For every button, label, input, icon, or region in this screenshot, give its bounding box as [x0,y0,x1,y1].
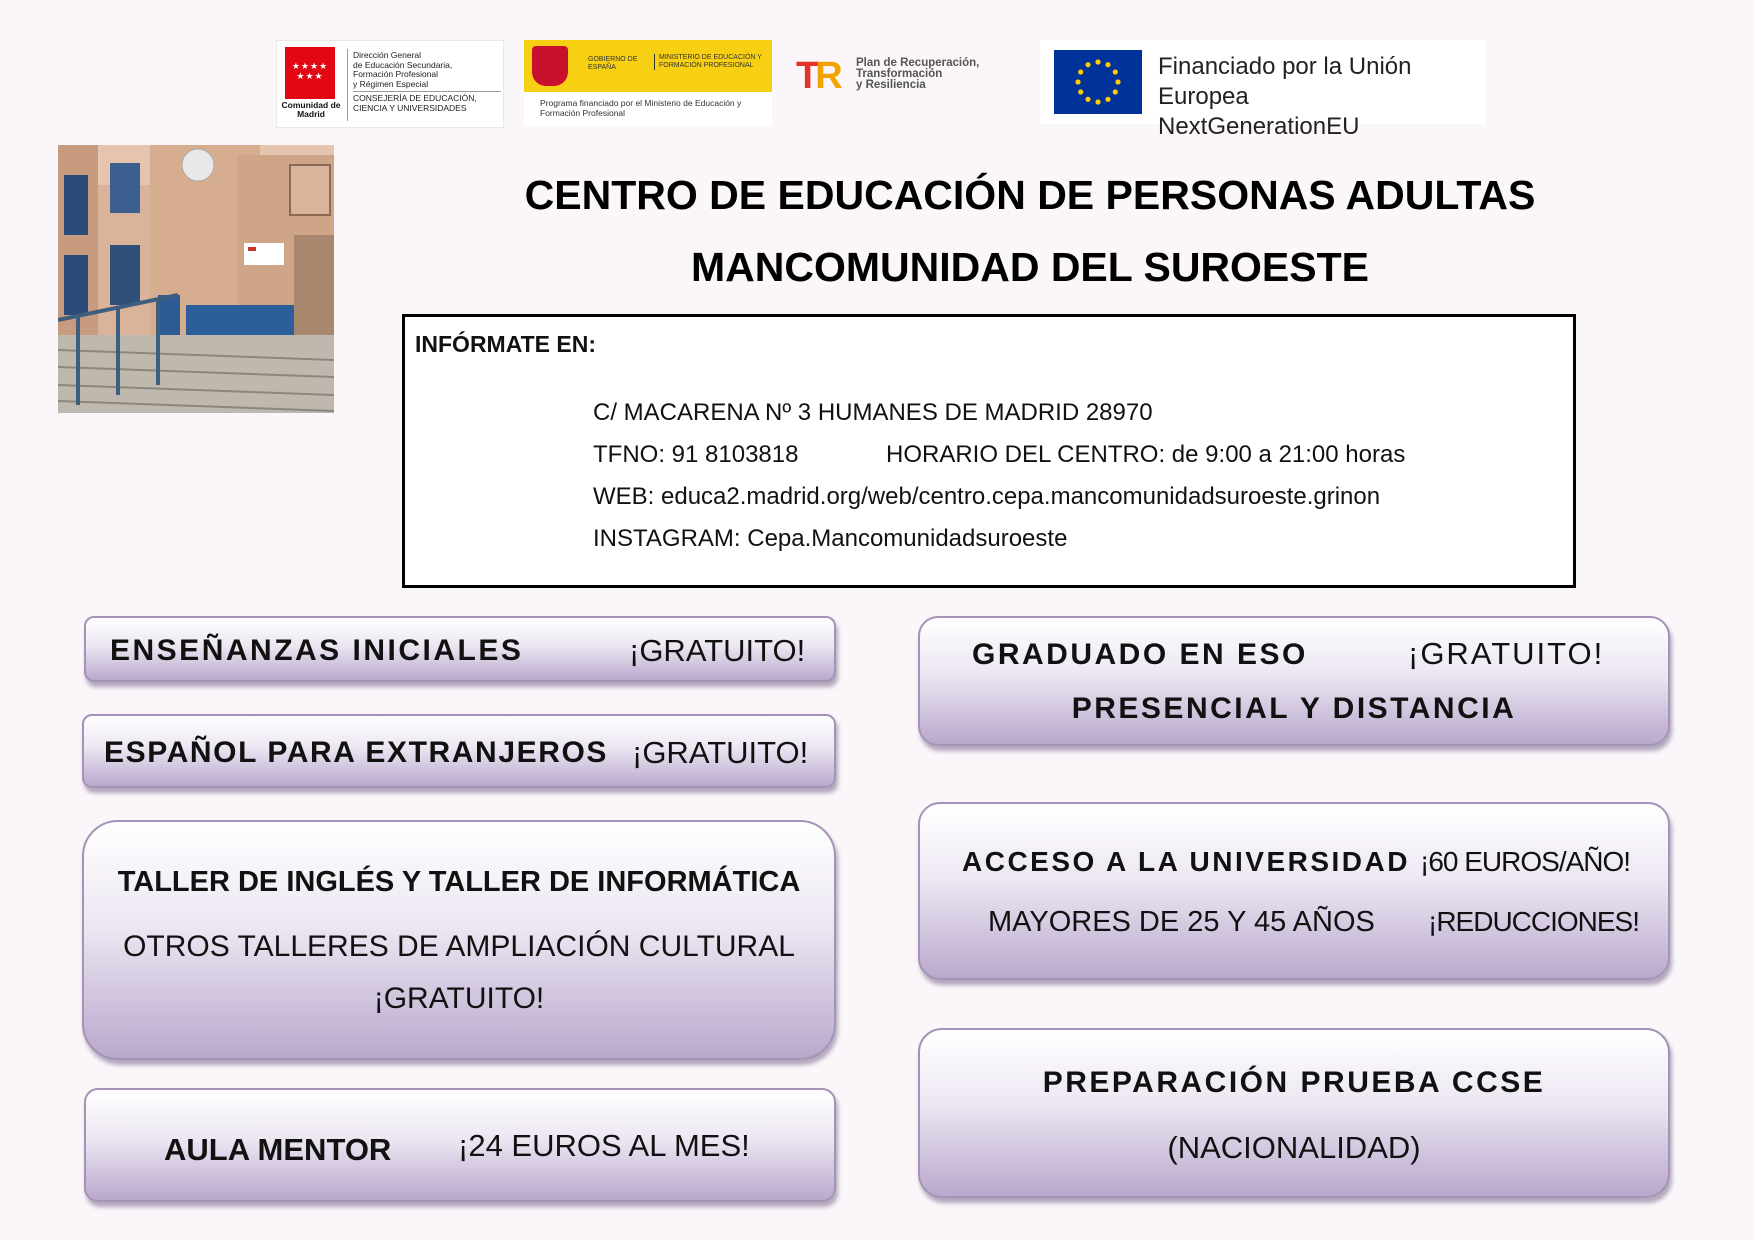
course-espanol-name: ESPAÑOL PARA EXTRANJEROS [104,736,609,769]
course-iniciales-name: ENSEÑANZAS INICIALES [110,634,524,667]
phone-text: TFNO: 91 8103818 [593,441,799,468]
eu-line1: Financiado por la Unión Europea [1158,53,1412,110]
course-mentor-price: ¡24 EUROS AL MES! [458,1128,750,1163]
course-talleres-price: ¡GRATUITO! [373,982,545,1015]
hours-text: HORARIO DEL CENTRO: de 9:00 a 21:00 horas [886,441,1406,468]
instagram-text: INSTAGRAM: Cepa.Mancomunidadsuroeste [593,525,1068,552]
course-ccse-sub: (NACIONALIDAD) [1167,1130,1421,1165]
course-universidad-name: ACCESO A LA UNIVERSIDAD [962,846,1410,877]
course-universidad-age: MAYORES DE 25 Y 45 AÑOS [988,906,1375,938]
course-iniciales-price: ¡GRATUITO! [629,633,806,668]
course-talleres [82,820,836,1060]
page-title: CENTRO DE EDUCACIÓN DE PERSONAS ADULTAS [524,172,1536,218]
comunidad-name: Comunidad de Madrid [281,100,341,119]
info-box [402,314,1576,588]
info-label: INFÓRMATE EN: [415,331,597,357]
course-eso-name: GRADUADO EN ESO [972,638,1308,671]
prtr-mark-icon: TR [796,55,839,97]
plan-recuperacion-logo: TR Plan de Recuperación, Transformación y Resiliencia [796,55,980,97]
course-talleres-title: TALLER DE INGLÉS Y TALLER DE INFORMÁTICA [117,866,801,898]
course-eso-price: ¡GRATUITO! [1408,636,1605,671]
page-subtitle: MANCOMUNIDAD DEL SUROESTE [690,244,1370,290]
course-ccse [918,1028,1670,1198]
comunidad-madrid-logo: ★★★★ ★★★ Comunidad de Madrid Dirección General de Educación Secundaria, Formación Profesional y Régimen Especial CONSEJERÍA DE EDUCACIÓN, CIENCIA Y UNIVERSIDADES [276,40,504,128]
course-iniciales [84,616,836,682]
ministerio-label: MINISTERIO DE EDUCACIÓN Y FORMACIÓN PROFESIONAL [654,54,771,70]
comunidad-text: Dirección General de Educación Secundaria, Formación Profesional y Régimen Especial CONSEJERÍA DE EDUCACIÓN, CIENCIA Y UNIVERSIDADES [353,51,501,113]
gobierno-espana-logo [524,40,772,126]
course-eso [918,616,1670,746]
eu-funding-logo [1040,40,1486,140]
programa-label: Programa financiado por el Ministerio de Educación y Formación Profesional [540,98,742,118]
eu-line2: NextGenerationEU [1158,113,1360,140]
course-ccse-name: PREPARACIÓN PRUEBA CCSE [1042,1066,1546,1099]
building-photo [58,145,334,413]
course-universidad [918,802,1670,980]
course-universidad-discount: ¡REDUCCIONES! [1428,906,1640,937]
web-text: WEB: educa2.madrid.org/web/centro.cepa.mancomunidadsuroeste.grinon [593,483,1381,510]
course-eso-modality: PRESENCIAL Y DISTANCIA [1071,692,1517,725]
address-text: C/ MACARENA Nº 3 HUMANES DE MADRID 28970 [593,399,1153,426]
course-espanol-price: ¡GRATUITO! [632,735,809,770]
course-mentor [84,1088,836,1202]
course-universidad-price: ¡60 EUROS/AÑO! [1420,846,1631,877]
course-mentor-name: AULA MENTOR [164,1132,392,1167]
course-espanol [82,714,836,788]
eu-flag-icon [1054,50,1142,114]
coat-of-arms-icon [532,46,568,86]
course-talleres-other: OTROS TALLERES DE AMPLIACIÓN CULTURAL [123,930,795,963]
gobierno-label: GOBIERNO DE ESPAÑA [588,56,638,71]
